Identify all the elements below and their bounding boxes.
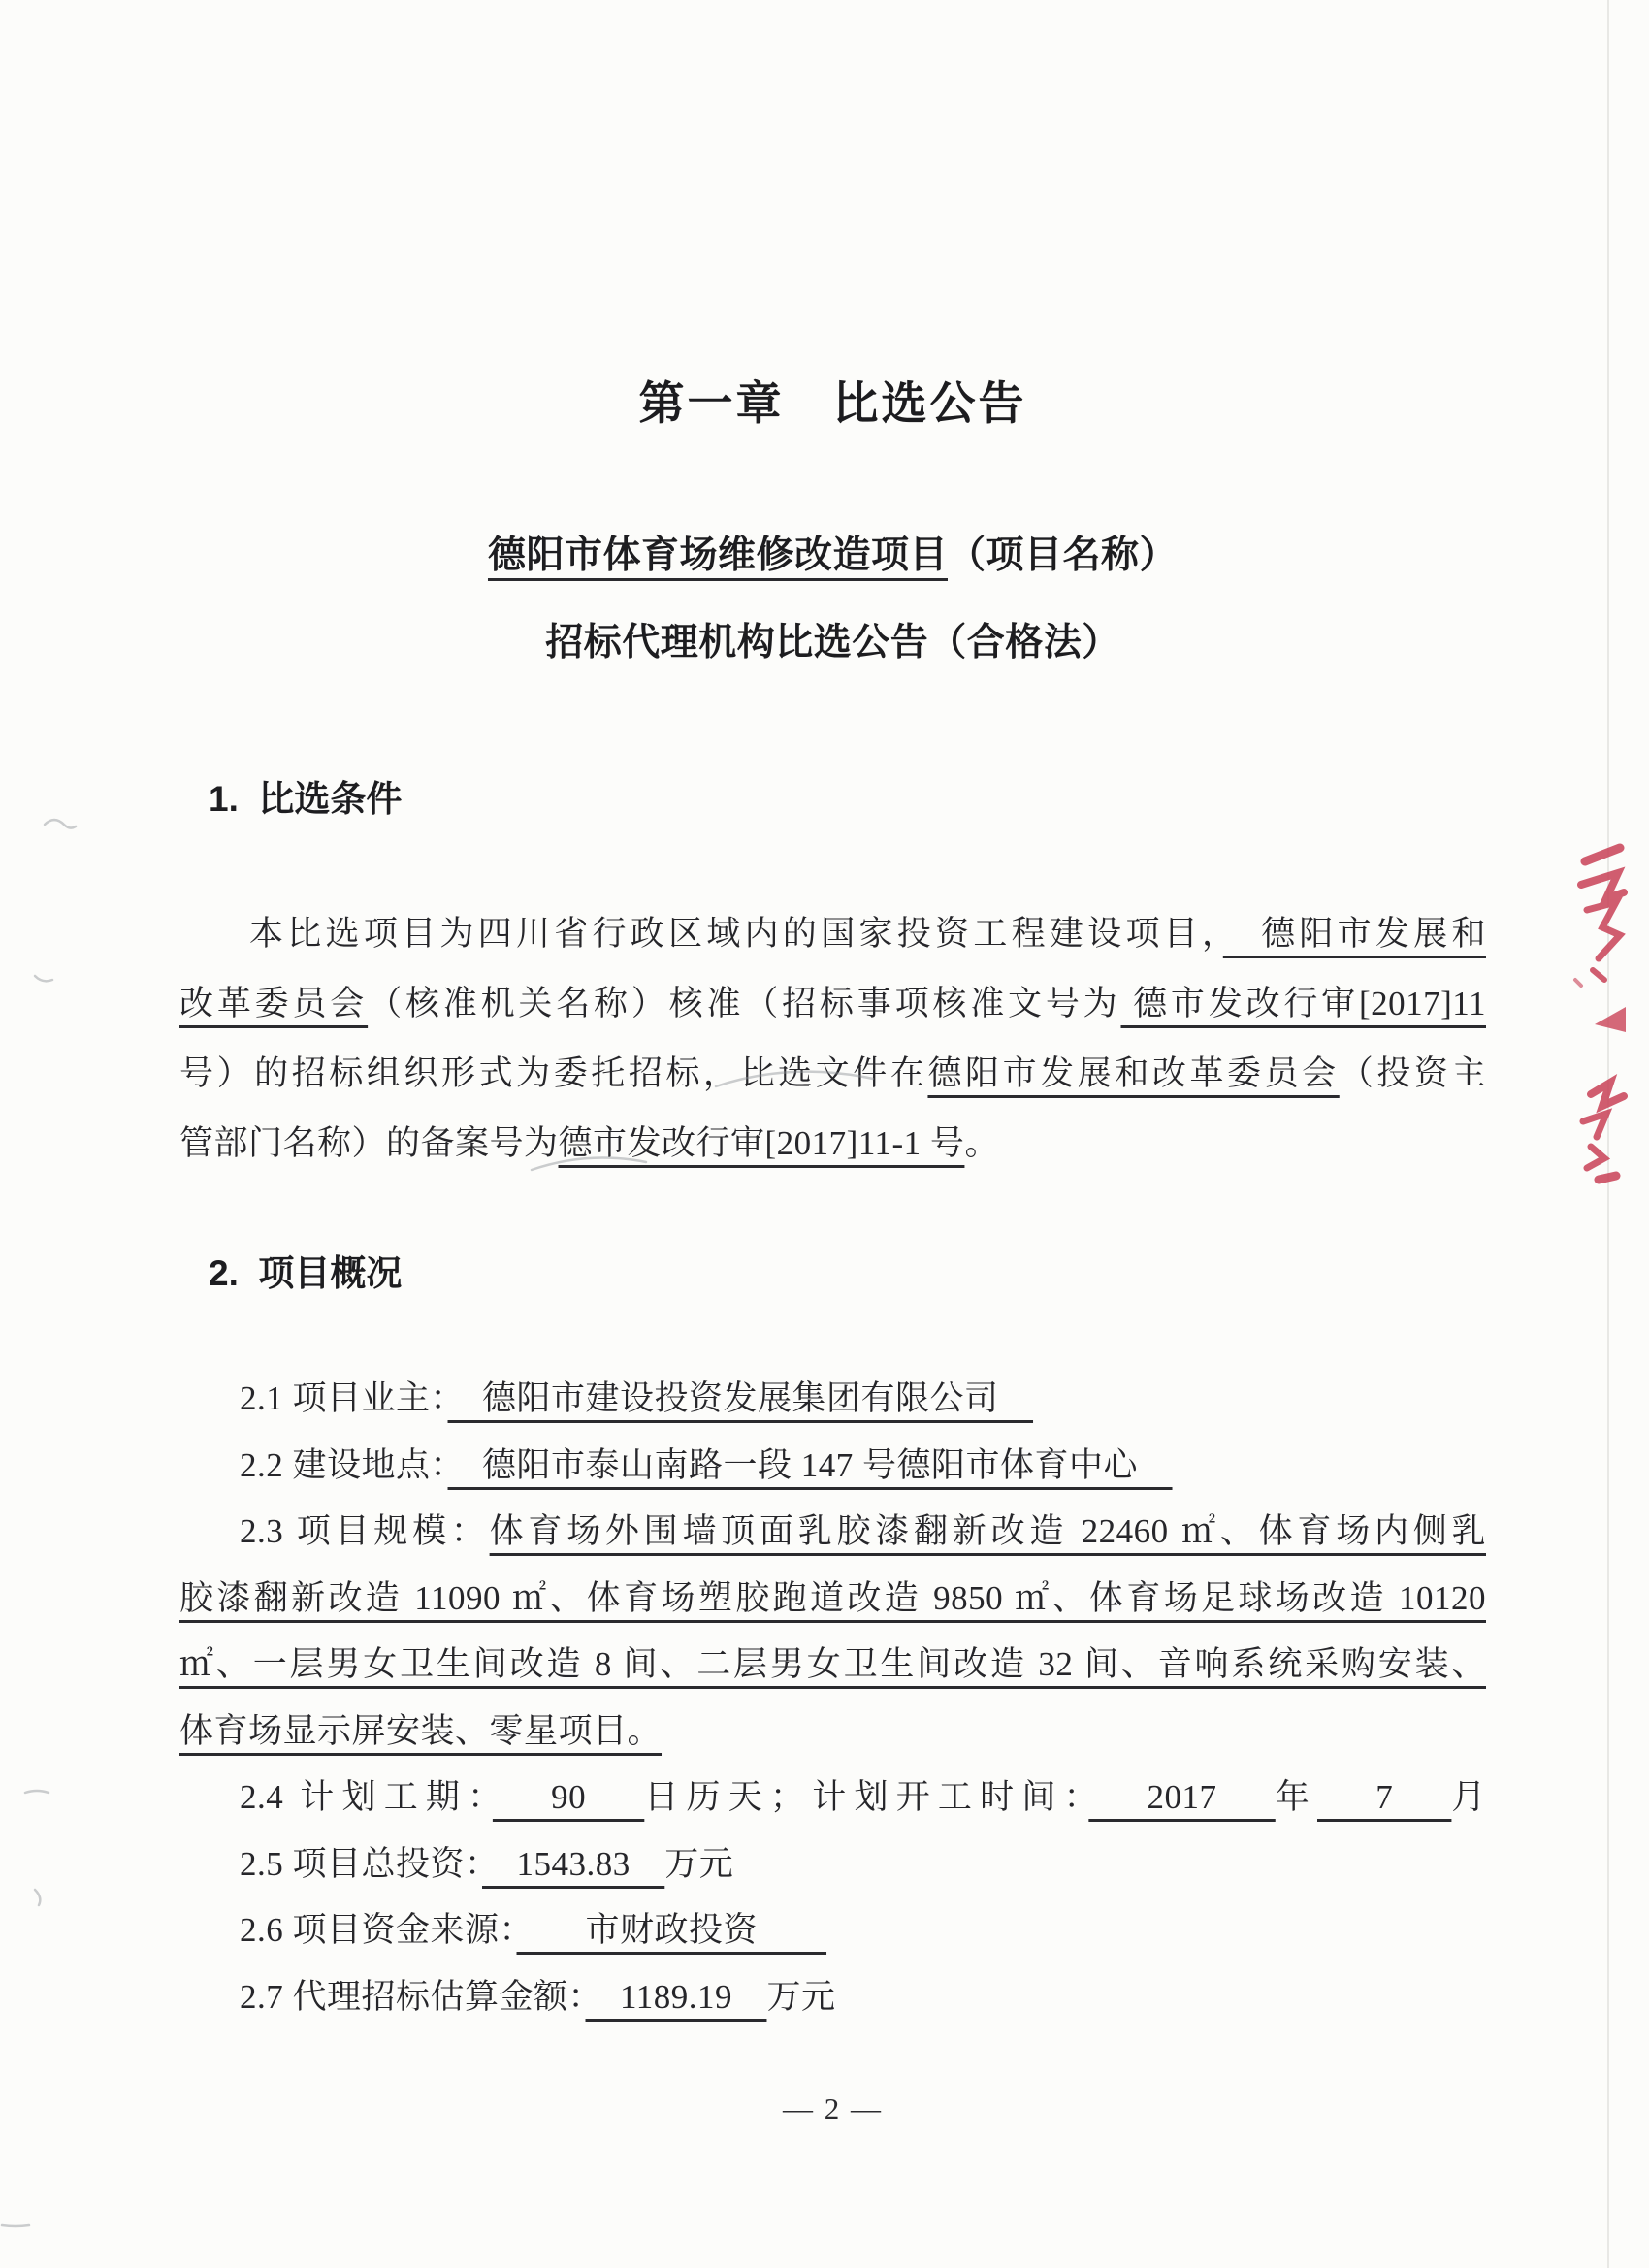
paper-edge-line <box>1607 0 1609 2268</box>
underlined-text: 德市发改行审[2017]11 <box>1120 985 1486 1022</box>
text-segment: 2.6 项目资金来源： <box>240 1911 517 1949</box>
text-segment: 号）的招标组织形式为委托招标，比选文件在 <box>179 1054 928 1092</box>
text-segment: 2.2 建设地点： <box>240 1445 448 1484</box>
text-segment: 2.7 代理招标估算金额： <box>240 1977 586 2016</box>
text-segment: 2.1 项目业主： <box>240 1379 448 1417</box>
underlined-text: 2017 <box>1088 1778 1276 1816</box>
underlined-text: 90 <box>492 1778 645 1816</box>
text-line <box>179 1439 1486 1506</box>
underlined-text: 1189.19 <box>585 1977 767 2016</box>
text-segment: 本比选项目为四川省行政区域内的国家投资工程建设项目， <box>249 915 1223 953</box>
underlined-text: 德阳市发展和改革委员会 <box>927 1054 1340 1092</box>
section-1-heading: 1. 比选条件 <box>209 779 403 819</box>
page-number: — 2 — <box>783 2091 883 2125</box>
text-line <box>179 1372 1486 1439</box>
section-2-items <box>179 1372 1486 2036</box>
text-line <box>179 1704 1486 1771</box>
text-segment: 万元 <box>766 1977 836 2016</box>
text-segment: 月 <box>1451 1778 1486 1816</box>
text-segment: 年 <box>1275 1778 1317 1816</box>
text-segment: （投资主 <box>1339 1054 1486 1092</box>
text-segment: 万元 <box>664 1844 734 1883</box>
underlined-text: 德市发改行审[2017]11-1 号 <box>558 1124 965 1162</box>
document-subtitle-block <box>179 524 1486 698</box>
section-2-heading: 2. 项目概况 <box>209 1253 403 1293</box>
chapter-title: 第一章 比选公告 <box>638 377 1027 430</box>
text-segment: （项目名称） <box>948 535 1179 576</box>
underlined-text: 胶漆翻新改造 11090 ㎡、体育场塑胶跑道改造 9850 ㎡、体育场足球场改造 10120 <box>179 1578 1486 1617</box>
text-line <box>179 1637 1486 1704</box>
text-line <box>179 1046 1486 1116</box>
text-line <box>179 976 1486 1046</box>
text-line <box>179 1571 1486 1638</box>
text-line <box>179 1837 1486 1904</box>
underlined-text: 德阳市发展和 <box>1222 915 1486 953</box>
text-line <box>179 1903 1486 1970</box>
text-segment: 招标代理机构比选公告（合格法） <box>545 622 1120 664</box>
underlined-text: 体育场显示屏安装、零星项目。 <box>179 1711 663 1750</box>
text-line <box>179 1770 1486 1837</box>
text-line <box>179 524 1486 611</box>
text-segment: （核准机关名称）核准（招标事项核准文号为 <box>368 985 1121 1022</box>
text-segment: 2.4 计划工期： <box>240 1778 493 1816</box>
text-segment: 2.5 项目总投资： <box>240 1844 483 1883</box>
underlined-text: 德阳市泰山南路一段 147 号德阳市体育中心 <box>447 1445 1173 1484</box>
underlined-text: 改革委员会 <box>179 985 369 1022</box>
text-segment: 管部门名称）的备案号为 <box>179 1124 559 1162</box>
text-segment: 日历天；计划开工时间： <box>644 1778 1089 1816</box>
underlined-text: 市财政投资 <box>516 1911 827 1949</box>
underlined-text: 德阳市建设投资发展集团有限公司 <box>447 1379 1034 1417</box>
stamp-fragment-icon <box>1548 834 1649 1242</box>
underlined-text: 体育场外围墙顶面乳胶漆翻新改造 22460 ㎡、体育场内侧乳 <box>489 1512 1486 1550</box>
underlined-text: 1543.83 <box>482 1844 665 1883</box>
text-line <box>179 611 1486 698</box>
text-segment: 。 <box>964 1124 999 1162</box>
underlined-text: ㎡、一层男女卫生间改造 8 间、二层男女卫生间改造 32 间、音响系统采购安装、 <box>179 1645 1486 1683</box>
text-line <box>179 1970 1486 2037</box>
underlined-text: 7 <box>1317 1778 1452 1816</box>
text-segment: 2.3 项目规模： <box>240 1512 490 1550</box>
underlined-text: 德阳市体育场维修改造项目 <box>487 535 948 576</box>
section-1-paragraph <box>179 906 1486 1185</box>
text-line <box>179 906 1486 976</box>
text-line <box>179 1116 1486 1185</box>
text-line <box>179 1505 1486 1571</box>
